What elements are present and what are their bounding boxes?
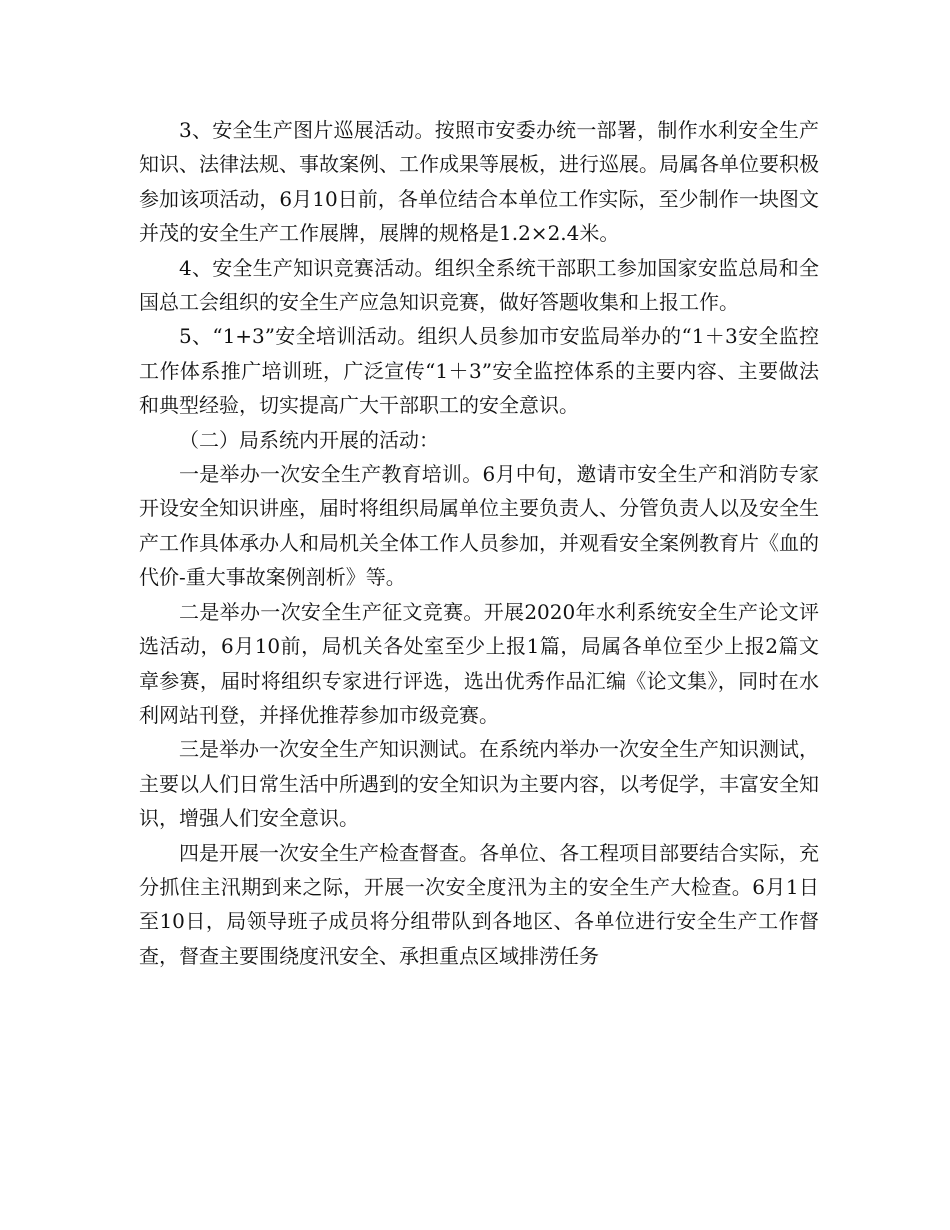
paragraph-training-activity: 5、“1+3”安全培训活动。组织人员参加市安监局举办的“1＋3安全监控工作体系推广培训班，广泛宣传“1＋3”安全监控体系的主要内容、主要做法和典型经验，切实提高广大干部职工的安全意识。 (139, 324, 819, 418)
paragraph-photo-exhibition: 3、安全生产图片巡展活动。按照市安委办统一部署，制作水利安全生产知识、法律法规、事故案例、工作成果等展板，进行巡展。局属各单位要积极参加该项活动，6月10日前，各单位结合本单位工作实际，至少制作一块图文并茂的安全生产工作展牌，展牌的规格是1.2×2.4米。 (139, 118, 819, 246)
paragraph-safety-inspection: 四是开展一次安全生产检查督查。各单位、各工程项目部要结合实际，充分抓住主汛期到来之际，开展一次安全度汛为主的安全生产大检查。6月1日至10日，局领导班子成员将分组带队到各地区、各单位进行安全生产工作督查，督查主要围绕度汛安全、承担重点区域排涝任务 (139, 840, 819, 968)
document-body (139, 113, 819, 973)
paragraph-knowledge-contest: 4、安全生产知识竞赛活动。组织全系统干部职工参加国家安监总局和全国总工会组织的安全生产应急知识竞赛，做好答题收集和上报工作。 (139, 255, 819, 315)
paragraph-education-training: 一是举办一次安全生产教育培训。6月中旬，邀请市安全生产和消防专家开设安全知识讲座，届时将组织局属单位主要负责人、分管负责人以及安全生产工作具体承办人和局机关全体工作人员参加，并观看安全案例教育片《血的代价-重大事故案例剖析》等。 (139, 462, 819, 590)
paragraph-knowledge-test: 三是举办一次安全生产知识测试。在系统内举办一次安全生产知识测试，主要以人们日常生活中所遇到的安全知识为主要内容，以考促学，丰富安全知识，增强人们安全意识。 (139, 737, 819, 831)
section-heading-internal-activities: （二）局系统内开展的活动： (179, 427, 439, 452)
paragraph-essay-contest: 二是举办一次安全生产征文竞赛。开展2020年水利系统安全生产论文评选活动，6月10前，局机关各处室至少上报1篇，局属各单位至少上报2篇文章参赛，届时将组织专家进行评选，选出优秀作品汇编《论文集》，同时在水利网站刊登，并择优推荐参加市级竞赛。 (139, 599, 819, 727)
